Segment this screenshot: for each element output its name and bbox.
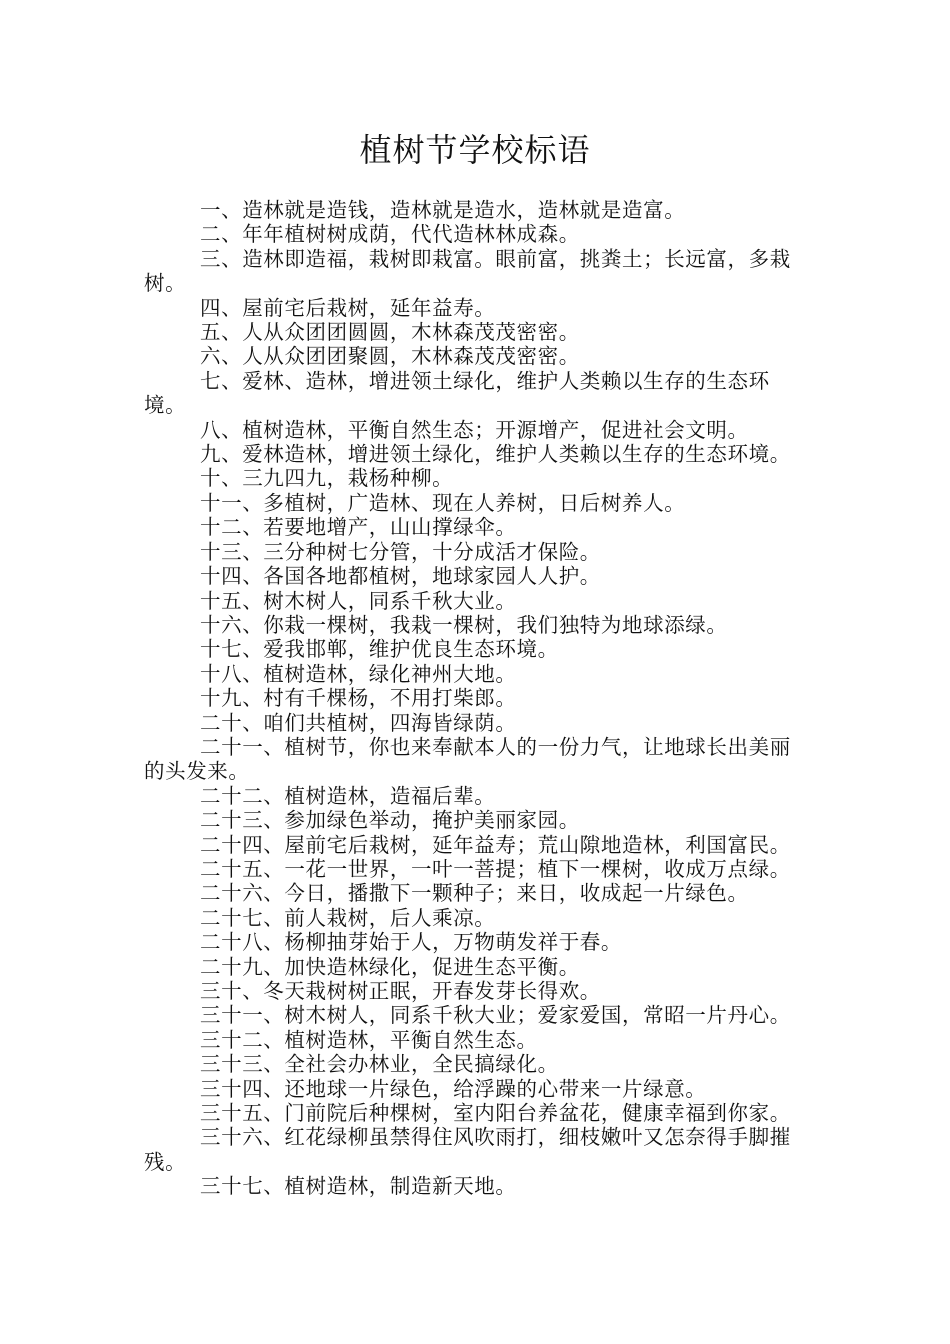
slogan-list <box>144 198 810 1199</box>
slogan-item: 三十二、植树造林，平衡自然生态。 <box>200 1027 538 1052</box>
slogan-item: 十四、各国各地都植树，地球家园人人护。 <box>200 564 601 589</box>
slogan-item: 十三、三分种树七分管，十分成活才保险。 <box>200 539 601 564</box>
slogan-item: 一、造林就是造钱，造林就是造水，造林就是造富。 <box>200 198 686 222</box>
slogan-item: 五、人从众团团圆圆，木林森茂茂密密。 <box>200 320 580 345</box>
slogan-item: 十、三九四九，栽杨种柳。 <box>200 466 454 491</box>
slogan-item: 二十、咱们共植树，四海皆绿荫。 <box>200 710 517 735</box>
slogan-item: 二、年年植树树成荫，代代造林林成森。 <box>200 222 580 247</box>
slogan-item: 二十八、杨柳抽芽始于人，万物萌发祥于春。 <box>200 930 622 955</box>
slogan-item: 十九、村有千棵杨，不用打柴郎。 <box>200 686 517 711</box>
slogan-item: 十七、爱我邯郸，维护优良生态环境。 <box>200 637 559 662</box>
slogan-item: 八、植树造林，平衡自然生态；开源增产，促进社会文明。 <box>200 417 749 442</box>
slogan-item: 三十四、还地球一片绿色，给浮躁的心带来一片绿意。 <box>200 1076 707 1101</box>
slogan-item: 二十二、植树造林，造福后辈。 <box>200 783 496 808</box>
slogan-item: 三、造林即造福，栽树即栽富。眼前富，挑粪土；长远富，多栽树。 <box>144 246 791 296</box>
slogan-item: 九、爱林造林，增进领土绿化，维护人类赖以生存的生态环境。 <box>200 442 791 467</box>
slogan-item: 十八、植树造林，绿化神州大地。 <box>200 661 517 686</box>
slogan-item: 四、屋前宅后栽树，延年益寿。 <box>200 295 496 320</box>
slogan-item: 十一、多植树，广造林、现在人养树，日后树养人。 <box>200 490 686 515</box>
slogan-item: 三十三、全社会办林业，全民搞绿化。 <box>200 1052 559 1077</box>
slogan-item: 六、人从众团团聚圆，木林森茂茂密密。 <box>200 344 580 369</box>
slogan-item: 二十九、加快造林绿化，促进生态平衡。 <box>200 954 580 979</box>
slogan-item: 二十六、今日，播撒下一颗种子；来日，收成起一片绿色。 <box>200 881 749 906</box>
slogan-item: 二十三、参加绿色举动，掩护美丽家园。 <box>200 808 580 833</box>
slogan-item: 三十六、红花绿柳虽禁得住风吹雨打，细枝嫩叶又怎奈得手脚摧残。 <box>144 1125 791 1174</box>
slogan-item: 十五、树木树人，同系千秋大业。 <box>200 588 517 613</box>
document-title: 植树节学校标语 <box>359 131 591 169</box>
slogan-item: 二十一、植树节，你也来奉献本人的一份力气，让地球长出美丽的头发来。 <box>144 734 791 784</box>
slogan-item: 二十五、一花一世界，一叶一菩提；植下一棵树，收成万点绿。 <box>200 856 791 881</box>
slogan-item: 十六、你栽一棵树，我栽一棵树，我们独特为地球添绿。 <box>200 612 728 637</box>
slogan-item: 十二、若要地增产，山山撑绿伞。 <box>200 515 517 540</box>
slogan-item: 三十、冬天栽树树正眠，开春发芽长得欢。 <box>200 979 601 1003</box>
slogan-item: 三十七、植树造林，制造新天地。 <box>200 1174 517 1199</box>
slogan-item: 二十七、前人栽树，后人乘凉。 <box>200 905 496 930</box>
slogan-item: 三十五、门前院后种棵树，室内阳台养盆花，健康幸福到你家。 <box>200 1101 791 1126</box>
slogan-item: 三十一、树木树人，同系千秋大业；爱家爱国，常昭一片丹心。 <box>200 1003 791 1028</box>
slogan-item: 二十四、屋前宅后栽树，延年益寿；荒山隙地造林，利国富民。 <box>200 832 791 857</box>
slogan-item: 七、爱林、造林，增进领土绿化，维护人类赖以生存的生态环境。 <box>144 368 770 418</box>
